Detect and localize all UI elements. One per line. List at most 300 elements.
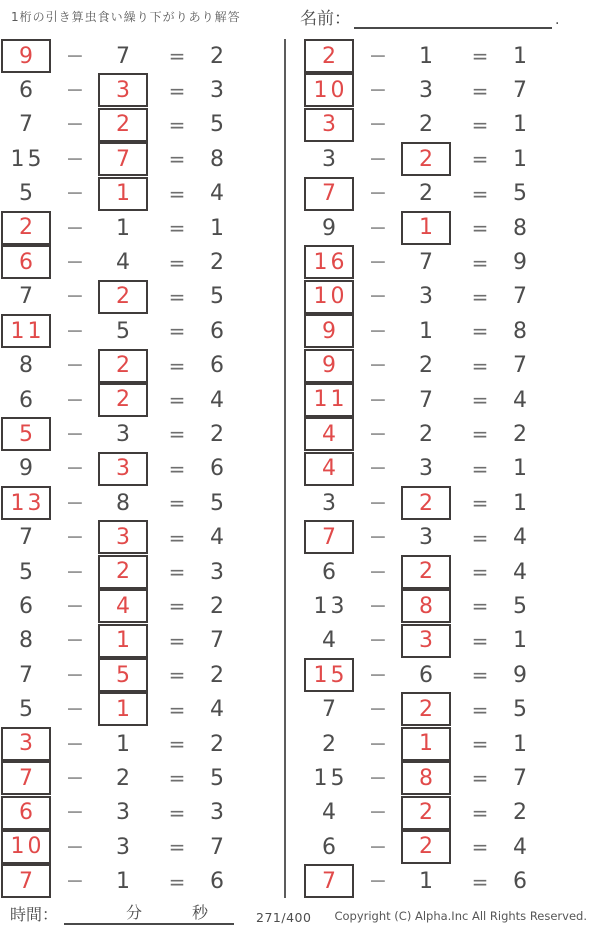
- subtrahend-cell: [401, 658, 451, 692]
- equals-sign: =: [471, 594, 489, 619]
- answer-box: [304, 177, 354, 211]
- problem-row: [0, 796, 285, 830]
- result-number: 9: [513, 250, 527, 276]
- result-cell: [498, 142, 542, 176]
- result-cell: [195, 349, 239, 383]
- minuend-cell: [1, 177, 51, 211]
- minuend-number: 10: [10, 834, 45, 860]
- minus-sign: −: [368, 387, 388, 413]
- answer-box: [401, 555, 451, 589]
- minus-sign: −: [65, 490, 85, 516]
- minuend-number: 5: [19, 421, 33, 447]
- equals-sign: =: [168, 353, 186, 378]
- minuend-number: 3: [322, 146, 336, 172]
- result-cell: [195, 796, 239, 830]
- minuend-cell: [304, 486, 354, 520]
- equals-sign: =: [471, 216, 489, 241]
- subtrahend-number: 1: [419, 731, 433, 757]
- equals-sign: =: [471, 422, 489, 447]
- subtrahend-cell: [401, 280, 451, 314]
- result-number: 2: [210, 662, 224, 688]
- subtrahend-number: 8: [419, 593, 433, 619]
- minus-sign: −: [368, 215, 388, 241]
- problem-row: [303, 452, 600, 486]
- minuend-number: 8: [19, 628, 33, 654]
- subtrahend-number: 2: [419, 559, 433, 585]
- problem-row: [0, 417, 285, 451]
- minuend-number: 7: [19, 112, 33, 138]
- answer-box: [98, 349, 148, 383]
- answer-box: [401, 486, 451, 520]
- subtrahend-number: 3: [116, 421, 130, 447]
- minuend-number: 9: [19, 456, 33, 482]
- minuend-number: 5: [19, 181, 33, 207]
- subtrahend-cell: [98, 245, 148, 279]
- minus-sign: −: [368, 834, 388, 860]
- minus-sign: −: [368, 525, 388, 551]
- minus-sign: −: [65, 525, 85, 551]
- minus-sign: −: [368, 78, 388, 104]
- minuend-number: 2: [19, 215, 33, 241]
- answer-box: [304, 314, 354, 348]
- subtrahend-number: 3: [116, 524, 130, 550]
- minuend-number: 7: [19, 868, 33, 894]
- problem-row: [303, 39, 600, 73]
- result-cell: [498, 658, 542, 692]
- equals-sign: =: [471, 181, 489, 206]
- minuend-number: 16: [313, 249, 348, 275]
- equals-sign: =: [471, 78, 489, 103]
- result-number: 2: [210, 731, 224, 757]
- result-number: 5: [513, 697, 527, 723]
- equals-sign: =: [471, 525, 489, 550]
- minus-sign: −: [368, 800, 388, 826]
- result-number: 4: [513, 387, 527, 413]
- subtrahend-number: 2: [419, 834, 433, 860]
- subtrahend-number: 3: [419, 78, 433, 104]
- equals-sign: =: [471, 869, 489, 894]
- minuend-number: 9: [322, 353, 336, 379]
- equals-sign: =: [471, 766, 489, 791]
- problem-row: [0, 177, 285, 211]
- subtrahend-number: 8: [419, 765, 433, 791]
- result-cell: [195, 727, 239, 761]
- answer-box: [98, 108, 148, 142]
- minuend-cell: [304, 796, 354, 830]
- problem-row: [303, 658, 600, 692]
- problem-row: [0, 658, 285, 692]
- result-number: 8: [513, 215, 527, 241]
- name-line-period: .: [555, 12, 560, 28]
- answer-box: [401, 142, 451, 176]
- minus-sign: −: [65, 834, 85, 860]
- subtrahend-cell: [401, 314, 451, 348]
- result-number: 1: [210, 215, 224, 241]
- answer-box: [401, 589, 451, 623]
- result-number: 6: [513, 869, 527, 895]
- time-label: 時間：: [10, 905, 59, 924]
- result-cell: [195, 658, 239, 692]
- minus-sign: −: [368, 869, 388, 895]
- result-number: 4: [210, 387, 224, 413]
- minuend-cell: [304, 761, 354, 795]
- problem-row: [303, 589, 600, 623]
- subtrahend-number: 6: [419, 662, 433, 688]
- problem-row: [303, 349, 600, 383]
- equals-sign: =: [168, 697, 186, 722]
- subtrahend-cell: [401, 417, 451, 451]
- result-cell: [195, 211, 239, 245]
- problem-row: [303, 73, 600, 107]
- minuend-number: 10: [313, 284, 348, 310]
- equals-sign: =: [168, 594, 186, 619]
- worksheet-title: 1桁の引き算虫食い繰り下がりあり解答: [11, 10, 241, 24]
- minus-sign: −: [65, 869, 85, 895]
- result-cell: [498, 383, 542, 417]
- result-number: 1: [513, 43, 527, 69]
- problem-row: [0, 211, 285, 245]
- minus-sign: −: [65, 181, 85, 207]
- minuend-number: 4: [322, 456, 336, 482]
- subtrahend-cell: [401, 39, 451, 73]
- equals-sign: =: [471, 491, 489, 516]
- subtrahend-number: 3: [419, 284, 433, 310]
- subtrahend-cell: [98, 796, 148, 830]
- subtrahend-cell: [98, 727, 148, 761]
- answer-box: [98, 589, 148, 623]
- minus-sign: −: [65, 215, 85, 241]
- problem-row: [303, 692, 600, 726]
- result-number: 5: [210, 112, 224, 138]
- result-cell: [195, 452, 239, 486]
- subtrahend-cell: [98, 864, 148, 898]
- minuend-number: 5: [19, 559, 33, 585]
- result-cell: [195, 692, 239, 726]
- answer-box: [304, 417, 354, 451]
- equals-sign: =: [471, 284, 489, 309]
- problem-row: [0, 624, 285, 658]
- equals-sign: =: [471, 560, 489, 585]
- minus-sign: −: [368, 181, 388, 207]
- result-cell: [498, 280, 542, 314]
- subtrahend-number: 7: [419, 250, 433, 276]
- minuend-number: 7: [322, 697, 336, 723]
- result-cell: [195, 417, 239, 451]
- problem-row: [303, 727, 600, 761]
- result-number: 5: [210, 765, 224, 791]
- result-cell: [498, 624, 542, 658]
- minuend-number: 9: [19, 43, 33, 69]
- problem-row: [303, 280, 600, 314]
- subtrahend-number: 3: [419, 628, 433, 654]
- minuend-number: 7: [322, 181, 336, 207]
- minus-sign: −: [368, 559, 388, 585]
- result-cell: [498, 211, 542, 245]
- result-number: 2: [210, 593, 224, 619]
- subtrahend-number: 1: [419, 43, 433, 69]
- subtrahend-number: 2: [116, 284, 130, 310]
- problem-row: [303, 383, 600, 417]
- result-number: 7: [513, 765, 527, 791]
- problem-row: [0, 761, 285, 795]
- result-number: 5: [210, 284, 224, 310]
- subtrahend-number: 3: [116, 834, 130, 860]
- answer-box: [98, 520, 148, 554]
- answer-box: [401, 211, 451, 245]
- result-number: 2: [513, 800, 527, 826]
- result-number: 7: [210, 834, 224, 860]
- answer-box: [1, 417, 51, 451]
- problem-row: [303, 520, 600, 554]
- subtrahend-number: 3: [419, 525, 433, 551]
- subtrahend-number: 1: [116, 696, 130, 722]
- problem-row: [303, 864, 600, 898]
- equals-sign: =: [168, 766, 186, 791]
- subtrahend-number: 2: [116, 112, 130, 138]
- minus-sign: −: [65, 731, 85, 757]
- equals-sign: =: [168, 319, 186, 344]
- minus-sign: −: [65, 662, 85, 688]
- answer-box: [304, 864, 354, 898]
- result-number: 1: [513, 731, 527, 757]
- problems-column-left: [0, 39, 285, 899]
- minuend-number: 6: [322, 834, 336, 860]
- answer-box: [1, 796, 51, 830]
- subtrahend-cell: [401, 245, 451, 279]
- subtrahend-number: 1: [116, 869, 130, 895]
- minus-sign: −: [65, 387, 85, 413]
- result-number: 4: [513, 834, 527, 860]
- minus-sign: −: [65, 43, 85, 69]
- subtrahend-number: 2: [116, 353, 130, 379]
- subtrahend-number: 4: [116, 593, 130, 619]
- minus-sign: −: [65, 456, 85, 482]
- minuend-number: 3: [19, 731, 33, 757]
- result-number: 5: [210, 490, 224, 516]
- problem-row: [0, 73, 285, 107]
- minus-sign: −: [368, 593, 388, 619]
- result-cell: [498, 452, 542, 486]
- minuend-number: 7: [19, 662, 33, 688]
- minuend-number: 5: [19, 697, 33, 723]
- equals-sign: =: [168, 800, 186, 825]
- minus-sign: −: [65, 78, 85, 104]
- problem-row: [0, 280, 285, 314]
- subtrahend-cell: [401, 452, 451, 486]
- problem-row: [0, 245, 285, 279]
- answer-box: [1, 211, 51, 245]
- minuend-number: 7: [19, 525, 33, 551]
- minuend-number: 13: [313, 593, 348, 619]
- problem-row: [303, 211, 600, 245]
- result-cell: [195, 761, 239, 795]
- problem-row: [0, 108, 285, 142]
- time-field: [10, 901, 234, 925]
- minus-sign: −: [368, 146, 388, 172]
- problem-row: [303, 417, 600, 451]
- equals-sign: =: [471, 835, 489, 860]
- minus-sign: −: [368, 456, 388, 482]
- equals-sign: =: [168, 422, 186, 447]
- subtrahend-number: 2: [419, 490, 433, 516]
- problem-row: [303, 108, 600, 142]
- equals-sign: =: [168, 525, 186, 550]
- result-cell: [498, 727, 542, 761]
- problem-row: [303, 177, 600, 211]
- problem-row: [0, 589, 285, 623]
- result-cell: [195, 73, 239, 107]
- minus-sign: −: [368, 284, 388, 310]
- minus-sign: −: [368, 43, 388, 69]
- result-cell: [498, 555, 542, 589]
- minuend-number: 9: [322, 215, 336, 241]
- minuend-number: 7: [322, 524, 336, 550]
- minuend-cell: [304, 624, 354, 658]
- answer-box: [1, 761, 51, 795]
- subtrahend-number: 1: [116, 628, 130, 654]
- minuend-cell: [1, 383, 51, 417]
- minuend-cell: [1, 555, 51, 589]
- minuend-number: 9: [322, 318, 336, 344]
- result-number: 4: [210, 697, 224, 723]
- answer-box: [401, 692, 451, 726]
- answer-box: [304, 280, 354, 314]
- equals-sign: =: [168, 869, 186, 894]
- subtrahend-number: 7: [419, 387, 433, 413]
- subtrahend-number: 3: [116, 77, 130, 103]
- subtrahend-cell: [98, 211, 148, 245]
- result-cell: [195, 314, 239, 348]
- equals-sign: =: [168, 663, 186, 688]
- minus-sign: −: [65, 628, 85, 654]
- result-cell: [498, 830, 542, 864]
- problem-row: [0, 555, 285, 589]
- problem-row: [0, 349, 285, 383]
- answer-box: [401, 830, 451, 864]
- minuend-cell: [304, 727, 354, 761]
- answer-box: [304, 39, 354, 73]
- minuend-number: 10: [313, 77, 348, 103]
- result-number: 3: [210, 800, 224, 826]
- result-cell: [195, 245, 239, 279]
- answer-box: [401, 727, 451, 761]
- minus-sign: −: [368, 318, 388, 344]
- minuend-number: 6: [19, 249, 33, 275]
- answer-box: [304, 73, 354, 107]
- problem-row: [303, 830, 600, 864]
- minus-sign: −: [65, 318, 85, 344]
- minus-sign: −: [65, 559, 85, 585]
- subtrahend-number: 2: [419, 421, 433, 447]
- result-number: 1: [513, 490, 527, 516]
- minuend-number: 6: [322, 559, 336, 585]
- minuend-number: 6: [19, 593, 33, 619]
- problem-row: [0, 39, 285, 73]
- subtrahend-number: 3: [116, 456, 130, 482]
- subtrahend-cell: [98, 417, 148, 451]
- subtrahend-number: 2: [419, 181, 433, 207]
- problem-row: [0, 520, 285, 554]
- subtrahend-number: 2: [116, 387, 130, 413]
- result-cell: [498, 417, 542, 451]
- result-cell: [195, 280, 239, 314]
- minus-sign: −: [368, 353, 388, 379]
- equals-sign: =: [471, 697, 489, 722]
- equals-sign: =: [168, 388, 186, 413]
- equals-sign: =: [168, 560, 186, 585]
- problem-row: [0, 830, 285, 864]
- minuend-cell: [1, 142, 51, 176]
- answer-box: [401, 796, 451, 830]
- answer-box: [98, 658, 148, 692]
- equals-sign: =: [168, 216, 186, 241]
- minuend-number: 4: [322, 628, 336, 654]
- problem-row: [303, 142, 600, 176]
- result-cell: [498, 864, 542, 898]
- result-number: 6: [210, 353, 224, 379]
- equals-sign: =: [168, 78, 186, 103]
- result-cell: [498, 108, 542, 142]
- result-number: 1: [513, 456, 527, 482]
- result-number: 4: [513, 559, 527, 585]
- answer-box: [304, 452, 354, 486]
- problem-row: [303, 245, 600, 279]
- problem-row: [303, 761, 600, 795]
- equals-sign: =: [471, 628, 489, 653]
- subtrahend-cell: [401, 520, 451, 554]
- problem-row: [303, 796, 600, 830]
- subtrahend-number: 1: [116, 731, 130, 757]
- answer-box: [1, 727, 51, 761]
- equals-sign: =: [168, 835, 186, 860]
- problem-row: [0, 864, 285, 898]
- minus-sign: −: [368, 421, 388, 447]
- equals-sign: =: [168, 628, 186, 653]
- result-cell: [498, 39, 542, 73]
- equals-sign: =: [471, 456, 489, 481]
- answer-box: [98, 624, 148, 658]
- equals-sign: =: [168, 112, 186, 137]
- equals-sign: =: [471, 388, 489, 413]
- subtrahend-number: 3: [116, 800, 130, 826]
- problem-row: [303, 624, 600, 658]
- result-number: 6: [210, 456, 224, 482]
- result-cell: [498, 520, 542, 554]
- answer-box: [98, 555, 148, 589]
- result-cell: [498, 692, 542, 726]
- equals-sign: =: [471, 250, 489, 275]
- subtrahend-number: 3: [419, 456, 433, 482]
- result-cell: [195, 555, 239, 589]
- minus-sign: −: [368, 662, 388, 688]
- minuend-cell: [1, 280, 51, 314]
- result-number: 7: [513, 284, 527, 310]
- problem-row: [0, 452, 285, 486]
- subtrahend-number: 2: [419, 696, 433, 722]
- result-cell: [498, 486, 542, 520]
- result-number: 6: [210, 869, 224, 895]
- minuend-cell: [304, 211, 354, 245]
- subtrahend-number: 1: [419, 318, 433, 344]
- result-cell: [498, 349, 542, 383]
- minus-sign: −: [368, 731, 388, 757]
- minus-sign: −: [65, 421, 85, 447]
- answer-box: [1, 39, 51, 73]
- subtrahend-cell: [401, 864, 451, 898]
- answer-box: [1, 830, 51, 864]
- equals-sign: =: [471, 800, 489, 825]
- subtrahend-number: 2: [419, 800, 433, 826]
